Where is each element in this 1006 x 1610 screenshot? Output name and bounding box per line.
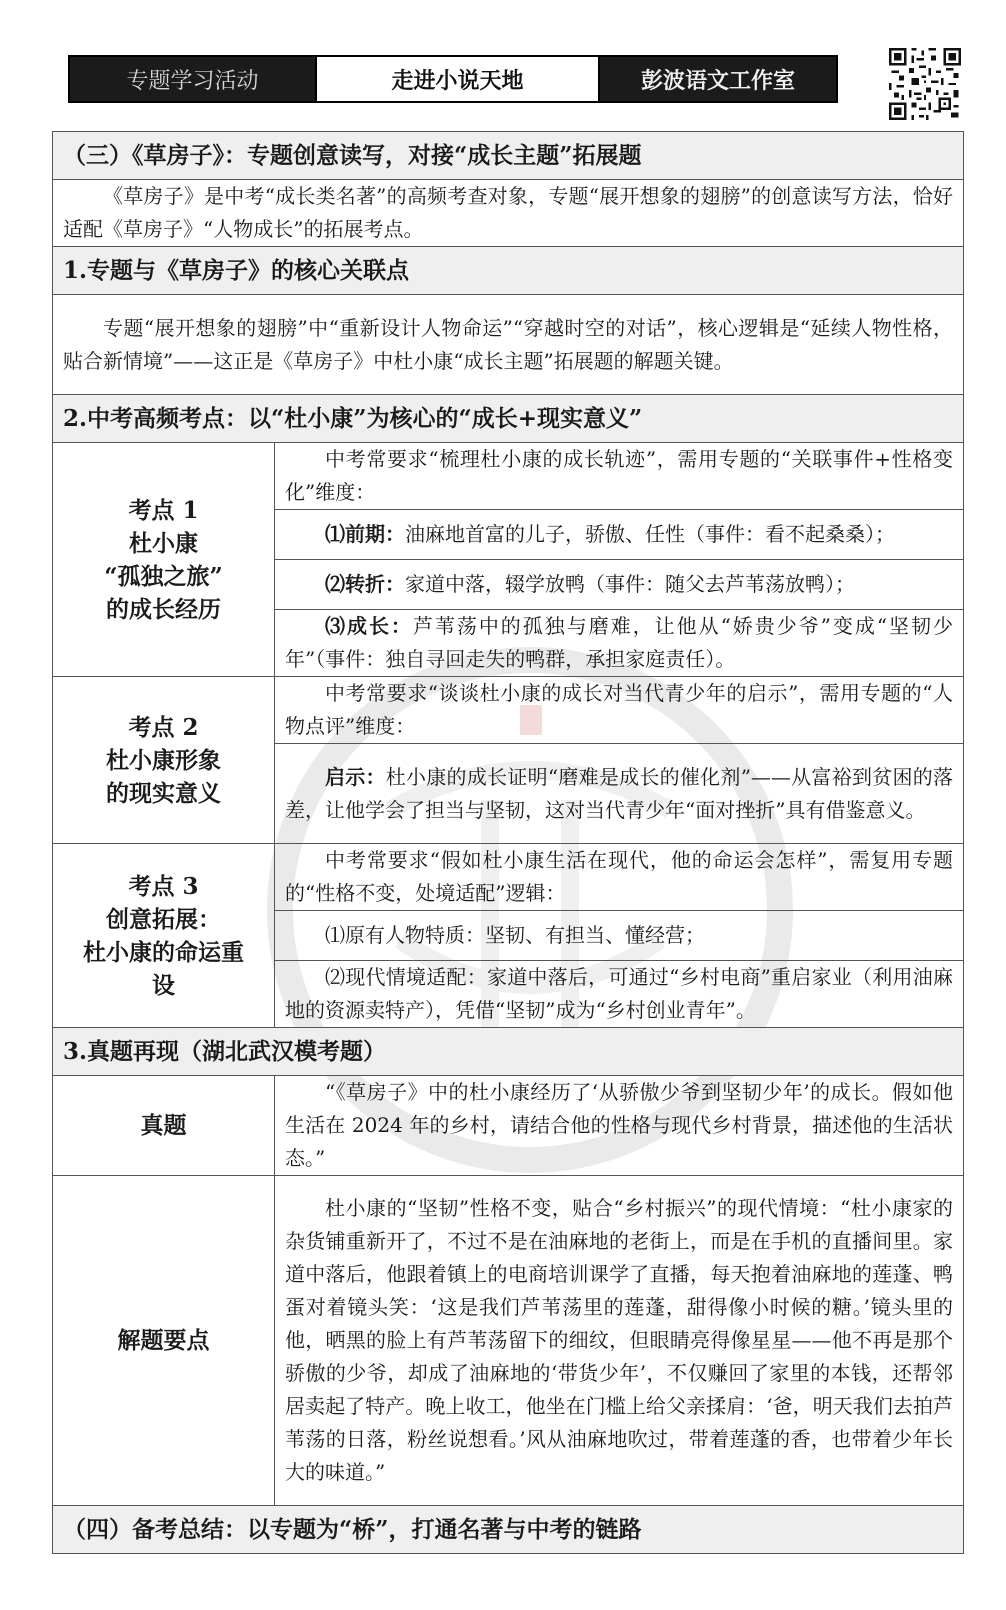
content-table [52,131,964,1554]
section-3-intro: 《草房子》是中考“成长类名著”的高频考查对象，专题“展开想象的翅膀”的创意读写方法，恰好适配《草房子》“人物成长”的拓展考点。 [53,180,964,247]
part-1-title: 1.专题与《草房子》的核心关联点 [53,247,964,295]
point-2-label: 考点 2 杜小康形象 的现实意义 [53,677,275,844]
exam-question: “《草房子》中的杜小康经历了‘从骄傲少爷到坚韧少年’的成长。假如他生活在 2024 年的乡村，请结合他的性格与现代乡村背景，描述他的生活状态。” [275,1076,964,1176]
answer-text: 杜小康的“坚韧”性格不变，贴合“乡村振兴”的现代情境：“杜小康家的杂货铺重新开了，不过不是在油麻地的老街上，而是在手机的直播间里。家道中落后，他跟着镇上的电商培训课学了直播，每天抱着油麻地的莲蓬、鸭蛋对着镜头笑：‘这是我们芦苇荡里的莲蓬，甜得像小时候的糖。’镜头里的他，晒黑的脸上有芦苇荡留下的细纹，但眼睛亮得像星星——他不再是那个骄傲的少爷，却成了油麻地的‘带货少年’，不仅赚回了家里的本钱，还帮邻居卖起了特产。晚上收工，他坐在门槛上给父亲揉肩：‘爸，明天我们去拍芦苇荡的日落，粉丝说想看。’风从油麻地吹过，带着莲蓬的香，也带着少年长大的味道。” [275,1176,964,1506]
point-2-row-1: 启示：杜小康的成长证明“磨难是成长的催化剂”——从富裕到贫困的落差，让他学会了担当与坚韧，这对当代青少年“面对挫折”具有借鉴意义。 [275,744,964,844]
point-1-label: 考点 1 杜小康 “孤独之旅” 的成长经历 [53,443,275,677]
part-1-body: 专题“展开想象的翅膀”中“重新设计人物命运”“穿越时空的对话”，核心逻辑是“延续人物性格，贴合新情境”——这正是《草房子》中杜小康“成长主题”拓展题的解题关键。 [53,295,964,395]
part-2-title: 2.中考高频考点：以“杜小康”为核心的“成长+现实意义” [53,395,964,443]
point-1-intro: 中考常要求“梳理杜小康的成长轨迹”，需用专题的“关联事件+性格变化”维度： [275,443,964,510]
part-3-title: 3.真题再现（湖北武汉模考题） [53,1028,964,1076]
section-3-title: （三）《草房子》：专题创意读写，对接“成长主题”拓展题 [53,132,964,180]
point-3-intro: 中考常要求“假如杜小康生活在现代，他的命运会怎样”，需复用专题的“性格不变，处境适配”逻辑： [275,844,964,911]
qr-code-icon [889,48,961,120]
answer-label: 解题要点 [53,1176,275,1506]
section-4-title: （四）备考总结：以专题为“桥”，打通名著与中考的链路 [53,1506,964,1554]
header-right: 彭波语文工作室 [600,57,836,101]
header-center: 走进小说天地 [315,57,600,101]
header-left: 专题学习活动 [70,57,315,101]
point-1-row-3: ⑶成长：芦苇荡中的孤独与磨难，让他从“娇贵少爷”变成“坚韧少年”（事件：独自寻回走失的鸭群，承担家庭责任）。 [275,610,964,677]
exam-label: 真题 [53,1076,275,1176]
point-2-intro: 中考常要求“谈谈杜小康的成长对当代青少年的启示”，需用专题的“人物点评”维度： [275,677,964,744]
point-3-row-1: ⑴原有人物特质：坚韧、有担当、懂经营； [275,911,964,961]
point-1-row-2: ⑵转折：家道中落，辍学放鸭（事件：随父去芦苇荡放鸭）； [275,560,964,610]
header-bar [68,55,838,103]
point-3-row-2: ⑵现代情境适配：家道中落后，可通过“乡村电商”重启家业（利用油麻地的资源卖特产），凭借“坚韧”成为“乡村创业青年”。 [275,961,964,1028]
point-1-row-1: ⑴前期：油麻地首富的儿子，骄傲、任性（事件：看不起桑桑）； [275,510,964,560]
point-3-label: 考点 3 创意拓展： 杜小康的命运重 设 [53,844,275,1028]
